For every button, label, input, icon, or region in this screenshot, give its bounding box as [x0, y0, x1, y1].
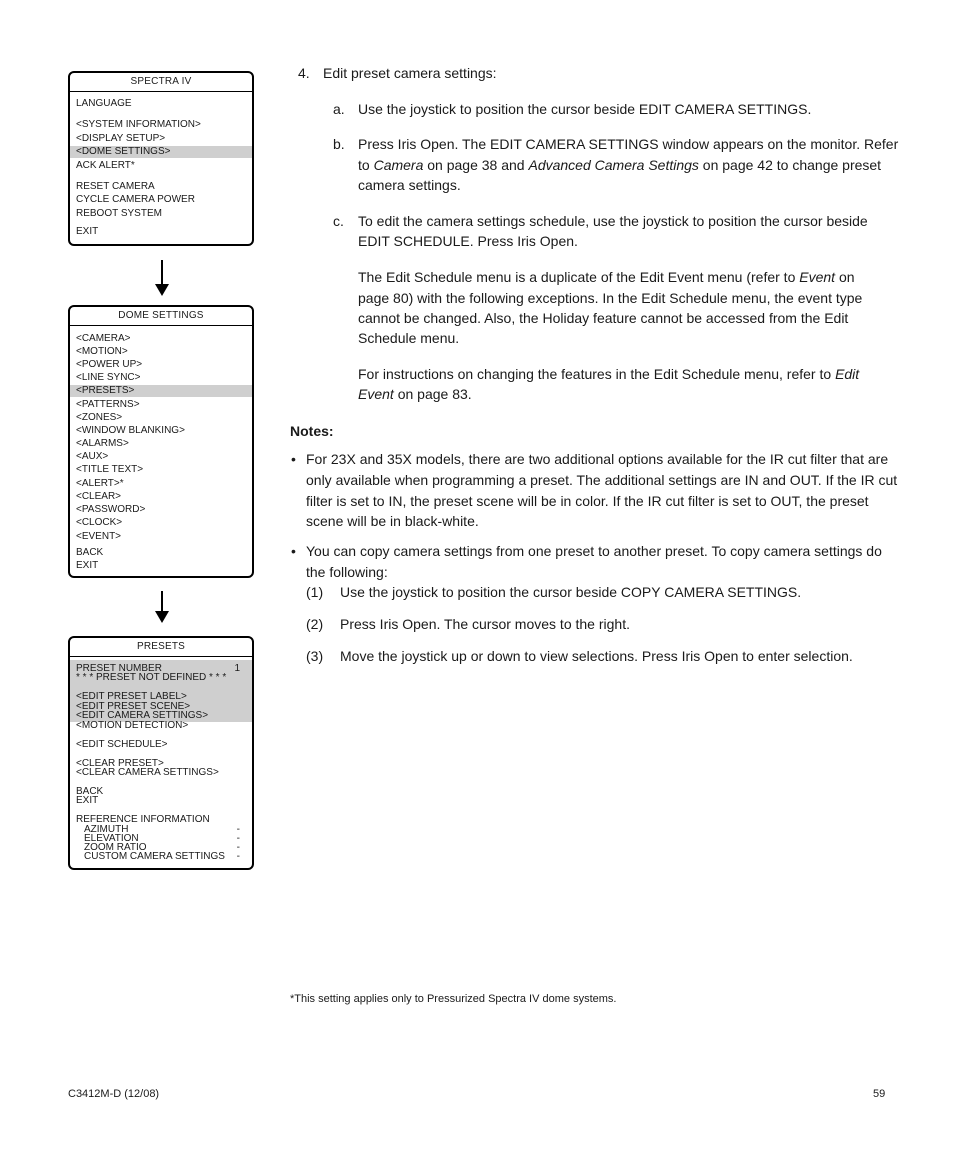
substep-num: (3): [306, 648, 324, 664]
menu-item: LANGUAGE: [76, 98, 132, 109]
menu-item: <PRESETS>: [76, 385, 135, 396]
reference-row: [70, 851, 252, 862]
menu-item: <ALERT>*: [76, 478, 124, 489]
menu-item: <SYSTEM INFORMATION>: [76, 119, 201, 130]
substep-text: Use the joystick to position the cursor beside COPY CAMERA SETTINGS.: [340, 584, 802, 600]
step-4-number: 4.: [298, 65, 310, 81]
bullet-2-line-2: the following:: [306, 564, 388, 580]
preset-number-value: 1: [234, 663, 240, 674]
bullet-1-marker: •: [291, 451, 296, 467]
reference-label: ELEVATION: [84, 833, 139, 844]
schedule-para-line-3: cannot be changed. Also, the Holiday feature cannot be accessed from the Edit: [358, 310, 849, 326]
menu-item: <EDIT CAMERA SETTINGS>: [76, 710, 209, 721]
reference-value: -: [236, 833, 240, 844]
reference-value: -: [236, 842, 240, 853]
doc-id: C3412M-D (12/08): [68, 1088, 160, 1100]
menu-item: REBOOT SYSTEM: [76, 208, 162, 219]
page-number: 59: [873, 1088, 886, 1100]
step-a-text: Use the joystick to position the cursor beside EDIT CAMERA SETTINGS.: [358, 101, 812, 117]
instructions-para-line-2: Event on page 83.: [358, 386, 472, 402]
reference-label: AZIMUTH: [84, 824, 129, 835]
menu-item: <CAMERA>: [76, 333, 131, 344]
menu-item: EXIT: [76, 795, 99, 806]
preset-number-label: PRESET NUMBER: [76, 663, 162, 674]
menu-item: <CLEAR PRESET>: [76, 758, 164, 769]
menu-item: <ZONES>: [76, 412, 123, 423]
menu-item: CYCLE CAMERA POWER: [76, 194, 195, 205]
presets-menu: [68, 636, 254, 870]
down-arrow-head: [155, 284, 169, 296]
step-b-line-2: to Camera on page 38 and Advanced Camera Settings on page 42 to change preset: [358, 157, 882, 173]
dome-settings-menu: [68, 305, 254, 578]
bullet-2-marker: •: [291, 543, 296, 559]
menu-item: <DISPLAY SETUP>: [76, 133, 166, 144]
menu-item: <EDIT PRESET SCENE>: [76, 701, 191, 712]
bullet-2-line-1: You can copy camera settings from one preset to another preset. To copy camera settings do: [306, 543, 882, 559]
menu-item: EXIT: [76, 560, 99, 571]
reference-value: -: [236, 824, 240, 835]
schedule-para-line-4: Schedule menu.: [358, 330, 460, 346]
reference-label: CUSTOM CAMERA SETTINGS: [84, 851, 225, 862]
menu-item: <ALARMS>: [76, 438, 129, 449]
down-arrow-head: [155, 611, 169, 623]
substep-num: (1): [306, 584, 324, 600]
bullet-1-line-3: filter is set to IN, the preset scene will be in color. If the IR cut filter is set to OUT, the preset: [306, 493, 869, 509]
step-c-line-2: EDIT SCHEDULE. Press Iris Open.: [358, 233, 578, 249]
menu-title: DOME SETTINGS: [70, 307, 252, 326]
menu-item: RESET CAMERA: [76, 181, 155, 192]
instructions-para-line-1: For instructions on changing the features in the Edit Schedule menu, refer to Edit: [358, 366, 860, 382]
substep-text: Press Iris Open. The cursor moves to the right.: [340, 616, 630, 632]
menu-item: <CLEAR>: [76, 491, 122, 502]
menu-item: BACK: [76, 786, 104, 797]
schedule-para-line-1: The Edit Schedule menu is a duplicate of the Edit Event menu (refer to Event on: [358, 269, 855, 285]
bullet-1-line-4: scene will be in black-white.: [306, 513, 479, 529]
menu-item: <EVENT>: [76, 531, 122, 542]
menu-item: <WINDOW BLANKING>: [76, 425, 185, 436]
menu-item: <MOTION DETECTION>: [76, 720, 189, 731]
step-b-line-3: camera settings.: [358, 177, 461, 193]
step-4-text: Edit preset camera settings:: [323, 65, 497, 81]
spectra-iv-menu: [68, 71, 254, 246]
preset-status: * * * PRESET NOT DEFINED * * *: [76, 672, 227, 683]
menu-item: <PATTERNS>: [76, 399, 140, 410]
menu-item: <LINE SYNC>: [76, 372, 141, 383]
notes-heading: Notes:: [290, 423, 334, 439]
down-arrow: [161, 591, 163, 611]
down-arrow: [161, 260, 163, 284]
substep-num: (2): [306, 616, 324, 632]
bullet-1-line-1: For 23X and 35X models, there are two additional options available for the IR cut filter that are: [306, 451, 889, 467]
menu-item: <DOME SETTINGS>: [76, 146, 171, 157]
reference-label: ZOOM RATIO: [84, 842, 147, 853]
menu-item: BACK: [76, 547, 104, 558]
step-c-line-1: To edit the camera settings schedule, use the joystick to position the cursor beside: [358, 213, 868, 229]
menu-item: ACK ALERT*: [76, 160, 135, 171]
schedule-para-line-2: page 80) with the following exceptions. In the Edit Schedule menu, the event type: [358, 290, 863, 306]
step-c-label: c.: [333, 213, 344, 229]
bullet-1-line-2: only available when programming a preset. The additional settings are IN and OUT. If the IR cut: [306, 472, 898, 488]
menu-item: <AUX>: [76, 451, 109, 462]
step-b-label: b.: [333, 136, 345, 152]
menu-title: PRESETS: [70, 638, 252, 657]
menu-item: <EDIT PRESET LABEL>: [76, 691, 187, 702]
step-a-label: a.: [333, 101, 345, 117]
menu-item: EXIT: [76, 226, 99, 237]
menu-title: SPECTRA IV: [70, 73, 252, 92]
menu-item: <MOTION>: [76, 346, 128, 357]
menu-item: <POWER UP>: [76, 359, 143, 370]
substep-text: Move the joystick up or down to view selections. Press Iris Open to enter selection.: [340, 648, 853, 664]
menu-item: <CLOCK>: [76, 517, 123, 528]
menu-item: <PASSWORD>: [76, 504, 146, 515]
reference-heading: REFERENCE INFORMATION: [76, 814, 210, 825]
menu-item: <CLEAR CAMERA SETTINGS>: [76, 767, 219, 778]
footnote: *This setting applies only to Pressurized Spectra IV dome systems.: [290, 993, 617, 1005]
step-b-line-1: Press Iris Open. The EDIT CAMERA SETTINGS window appears on the monitor. Refer: [358, 136, 899, 152]
menu-item: <TITLE TEXT>: [76, 464, 144, 475]
menu-item: <EDIT SCHEDULE>: [76, 739, 168, 750]
reference-value: -: [236, 851, 240, 862]
